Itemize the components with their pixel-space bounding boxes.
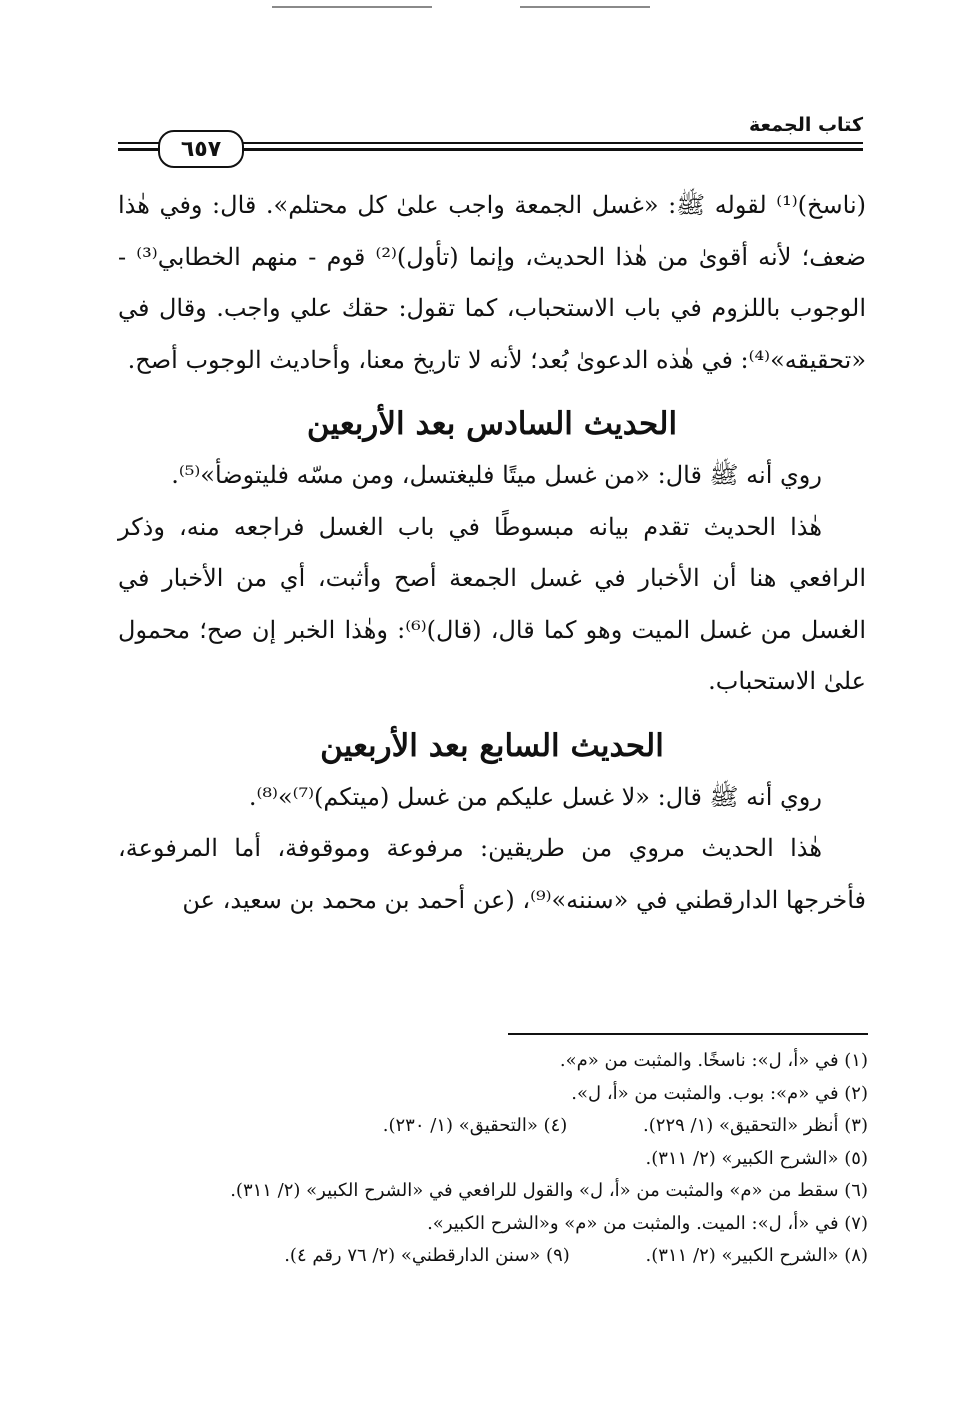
scan-artifact [272, 6, 432, 8]
paragraph: هٰذا الحديث تقدم بيانه مبسوطًا في باب الغسل فراجعه منه، وذكر الرافعي هنا أن الأخبار في غسل الجمعة أصح وأثبت، أي من الأخبار في الغسل من غسل الميت وهو كما قال، (قال)⁽⁶⁾: وهٰذا الخبر إن صح؛ محمول علىٰ الاستحباب. [118, 512, 866, 695]
page-number: ٦٥٧ [158, 130, 244, 168]
footnote: (٥) «الشرح الكبير» (٢/ ٣١١). [645, 1147, 868, 1169]
footnote: (٨) «الشرح الكبير» (٢/ ٣١١). [645, 1245, 868, 1266]
scan-artifact [520, 6, 650, 8]
footnote: (٦) سقط من «م» والمثبت من «أ، ل» والقول للرافعي في «الشرح الكبير» (٢/ ٣١١). [230, 1180, 868, 1201]
footnote-separator [508, 1033, 868, 1035]
footnote: (٢) في «م»: بوب. والمثبت من «أ، ل». [571, 1082, 868, 1104]
paragraph: (ناسخ)⁽¹⁾ لقوله ﷺ: «غسل الجمعة واجب علىٰ كل محتلم». قال: وفي هٰذا ضعف؛ لأنه أقوىٰ من هٰذا الحديث، وإنما (تأول)⁽²⁾ قوم - منهم الخطابي⁽³⁾ - الوجوب باللزوم في باب الاستحباب، كما تقول: حقك علي واجب. وقال في «تحقيقه»⁽⁴⁾: في هٰذه الدعوىٰ بُعد؛ لأنه لا تاريخ معنا، وأحاديث الوجوب أصح. [118, 191, 867, 374]
footnote: (٩) «سنن الدارقطني» (٢/ ٧٦ رقم ٤). [284, 1245, 570, 1266]
paragraph: روي أنه ﷺ قال: «لا غسل عليكم من غسل (ميتكم)⁽⁷⁾»⁽⁸⁾. [248, 782, 822, 811]
footnote: (٣) أنظر «التحقيق» (١/ ٢٢٩). [643, 1115, 868, 1136]
main-text [118, 180, 866, 926]
running-title: كتاب الجمعة [749, 114, 863, 136]
section-heading: الحديث السادس بعد الأربعين [306, 406, 678, 442]
paragraph: هٰذا الحديث مروي من طريقين: مرفوعة وموقوفة، أما المرفوعة، فأخرجها الدارقطني في «سننه»⁽⁹⁾، (عن أحمد بن محمد بن سعيد، عن [118, 834, 866, 914]
footnote-row [118, 1240, 868, 1273]
footnotes [118, 1045, 868, 1273]
section-heading: الحديث السابع بعد الأربعين [320, 727, 664, 764]
footnote: (١) في «أ، ل»: ناسخًا. والمثبت من «م». [559, 1050, 868, 1071]
page-header [118, 112, 863, 164]
footnote-row [118, 1110, 868, 1143]
footnote: (٤) «التحقيق» (١/ ٢٣٠). [382, 1115, 568, 1136]
paragraph: روي أنه ﷺ قال: «من غسل ميتًا فليغتسل، ومن مسّه فليتوضأ»⁽⁵⁾. [171, 461, 822, 489]
footnote: (٧) في «أ، ل»: الميت. والمثبت من «م» و«الشرح الكبير». [427, 1212, 868, 1234]
